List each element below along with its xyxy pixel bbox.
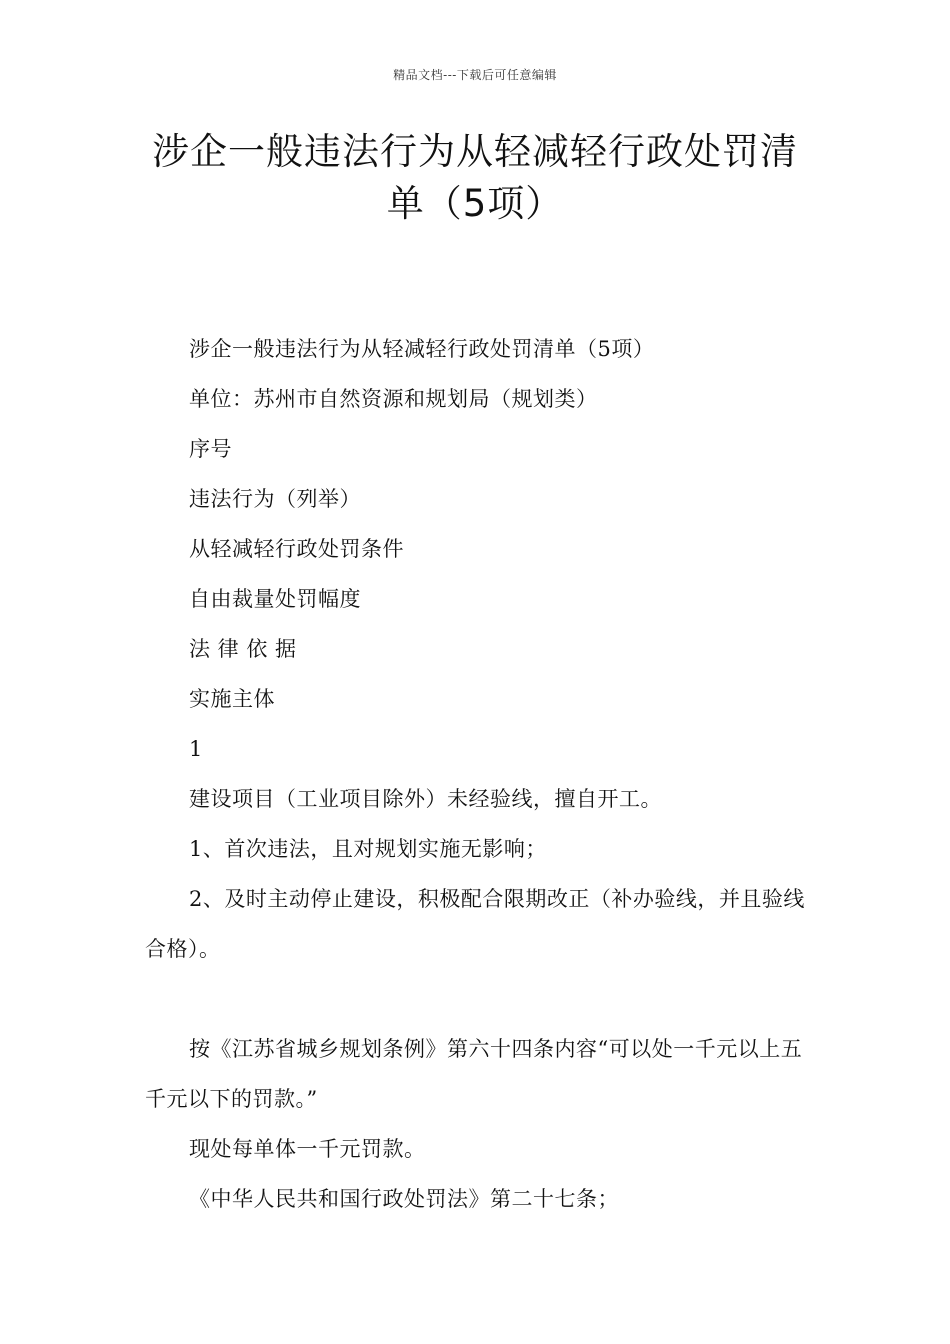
column-legal-basis: 法 律 依 据: [189, 637, 297, 661]
row-penalty-amount: 现处每单体一千元罚款。: [189, 1137, 426, 1161]
row-violation-text: 建设项目（工业项目除外）未经验线，擅自开工。: [189, 787, 662, 811]
row-legal-basis: 《中华人民共和国行政处罚法》第二十七条；: [189, 1187, 619, 1211]
column-implementing-body: 实施主体: [189, 687, 275, 711]
document-body: [145, 324, 810, 1224]
row-condition-2: 2、及时主动停止建设，积极配合限期改正（补办验线，并且验线合格）。: [145, 887, 805, 961]
column-discretion-range: 自由裁量处罚幅度: [189, 587, 361, 611]
column-serial-number: 序号: [189, 437, 232, 461]
blank-line: [145, 974, 810, 1024]
body-heading: 涉企一般违法行为从轻减轻行政处罚清单（5项）: [189, 337, 655, 361]
row-discretion-basis: 按《江苏省城乡规划条例》第六十四条内容“可以处一千元以上五千元以下的罚款。”: [145, 1037, 803, 1111]
unit-line: 单位：苏州市自然资源和规划局（规划类）: [189, 387, 598, 411]
row-condition-1: 1、首次违法，且对规划实施无影响；: [189, 837, 547, 861]
document-title: 涉企一般违法行为从轻减轻行政处罚清单（5项）: [152, 130, 798, 225]
row-serial-1: 1: [189, 737, 203, 761]
column-lenient-conditions: 从轻减轻行政处罚条件: [189, 537, 404, 561]
header-note: 精品文档---下载后可任意编辑: [393, 68, 557, 82]
column-violation: 违法行为（列举）: [189, 487, 361, 511]
